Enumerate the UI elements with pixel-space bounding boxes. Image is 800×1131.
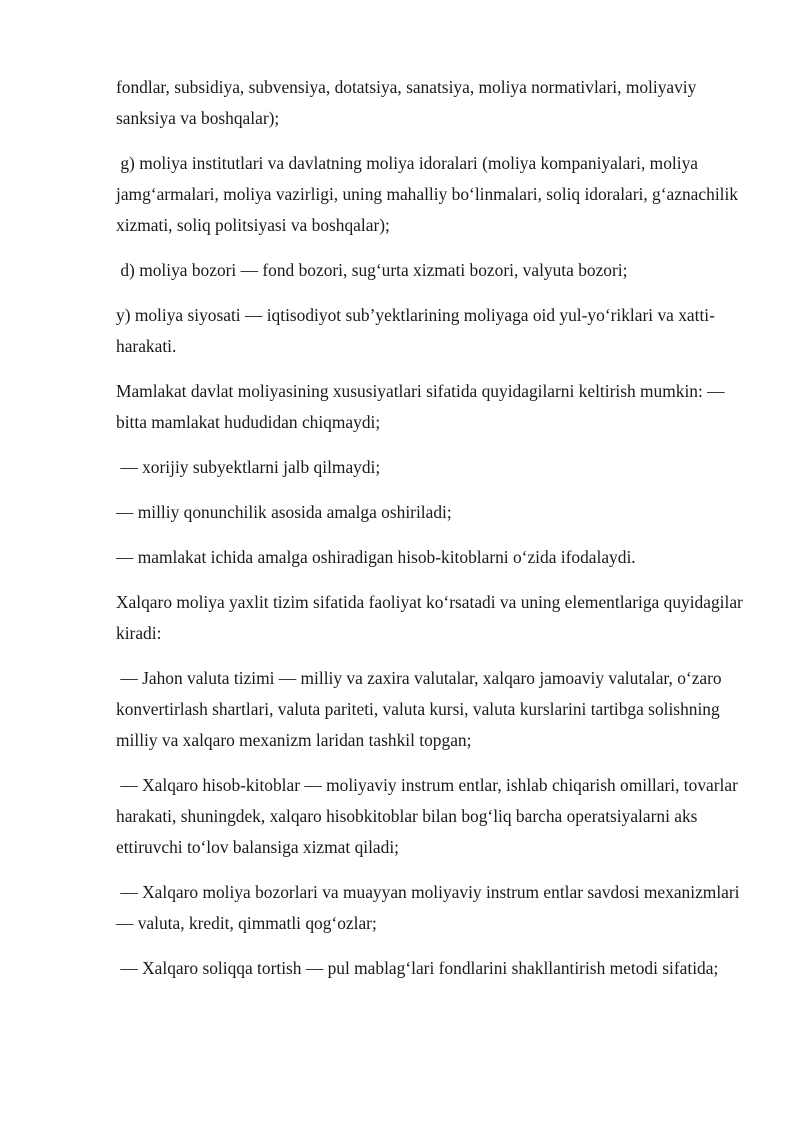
paragraph-6: — xorijiy subyektlarni jalb qilmaydi; xyxy=(116,457,381,477)
document-body xyxy=(116,72,746,998)
paragraph-11: — Xalqaro hisob-kitoblar — moliyaviy instrum entlar, ishlab chiqarish omillari, tovarlar harakati, shuningdek, xalqaro hisobkitoblar bilan bog‘liq barcha operatsiyalarni aks ettiruvchi to‘lov balansiga xizmat qiladi; xyxy=(116,775,743,857)
paragraph-13: — Xalqaro soliqqa tortish — pul mablag‘lari fondlarini shakllantirish metodi sifatida; xyxy=(116,958,719,978)
paragraph-7: — milliy qonunchilik asosida amalga oshiriladi; xyxy=(116,502,452,522)
paragraph-3: d) moliya bozori — fond bozori, sug‘urta xizmati bozori, valyuta bozori; xyxy=(116,260,628,280)
paragraph-5: Mamlakat davlat moliyasining xususiyatlari sifatida quyidagilarni keltirish mumkin: — bitta mamlakat hududidan chiqmaydi; xyxy=(116,381,729,432)
paragraph-2: g) moliya institutlari va davlatning moliya idoralari (moliya kompaniyalari, moliya jamg‘armalari, moliya vazirligi, uning mahalliy bo‘linmalari, soliq idoralari, g‘aznachilik xizmati, soliq politsiyasi va boshqalar); xyxy=(116,153,743,235)
paragraph-9: Xalqaro moliya yaxlit tizim sifatida faoliyat ko‘rsatadi va uning elementlariga quyidagilar kiradi: xyxy=(116,592,748,643)
paragraph-1: fondlar, subsidiya, subvensiya, dotatsiya, sanatsiya, moliya normativlari, moliyaviy sanksiya va boshqalar); xyxy=(116,77,701,128)
paragraph-8: — mamlakat ichida amalga oshiradigan hisob-kitoblarni o‘zida ifodalaydi. xyxy=(116,547,636,567)
paragraph-4: y) moliya siyosati — iqtisodiyot sub’yektlarining moliyaga oid yul-yo‘riklari va xatti-harakati. xyxy=(116,305,715,356)
paragraph-12: — Xalqaro moliya bozorlari va muayyan moliyaviy instrum entlar savdosi mexanizmlari — valuta, kredit, qimmatli qog‘ozlar; xyxy=(116,882,744,933)
paragraph-10: — Jahon valuta tizimi — milliy va zaxira valutalar, xalqaro jamoaviy valutalar, o‘zaro konvertirlash shartlari, valuta pariteti, valuta kursi, valuta kurslarini tartibga solishning milliy va xalqaro mexanizm laridan tashkil topgan; xyxy=(116,668,726,750)
